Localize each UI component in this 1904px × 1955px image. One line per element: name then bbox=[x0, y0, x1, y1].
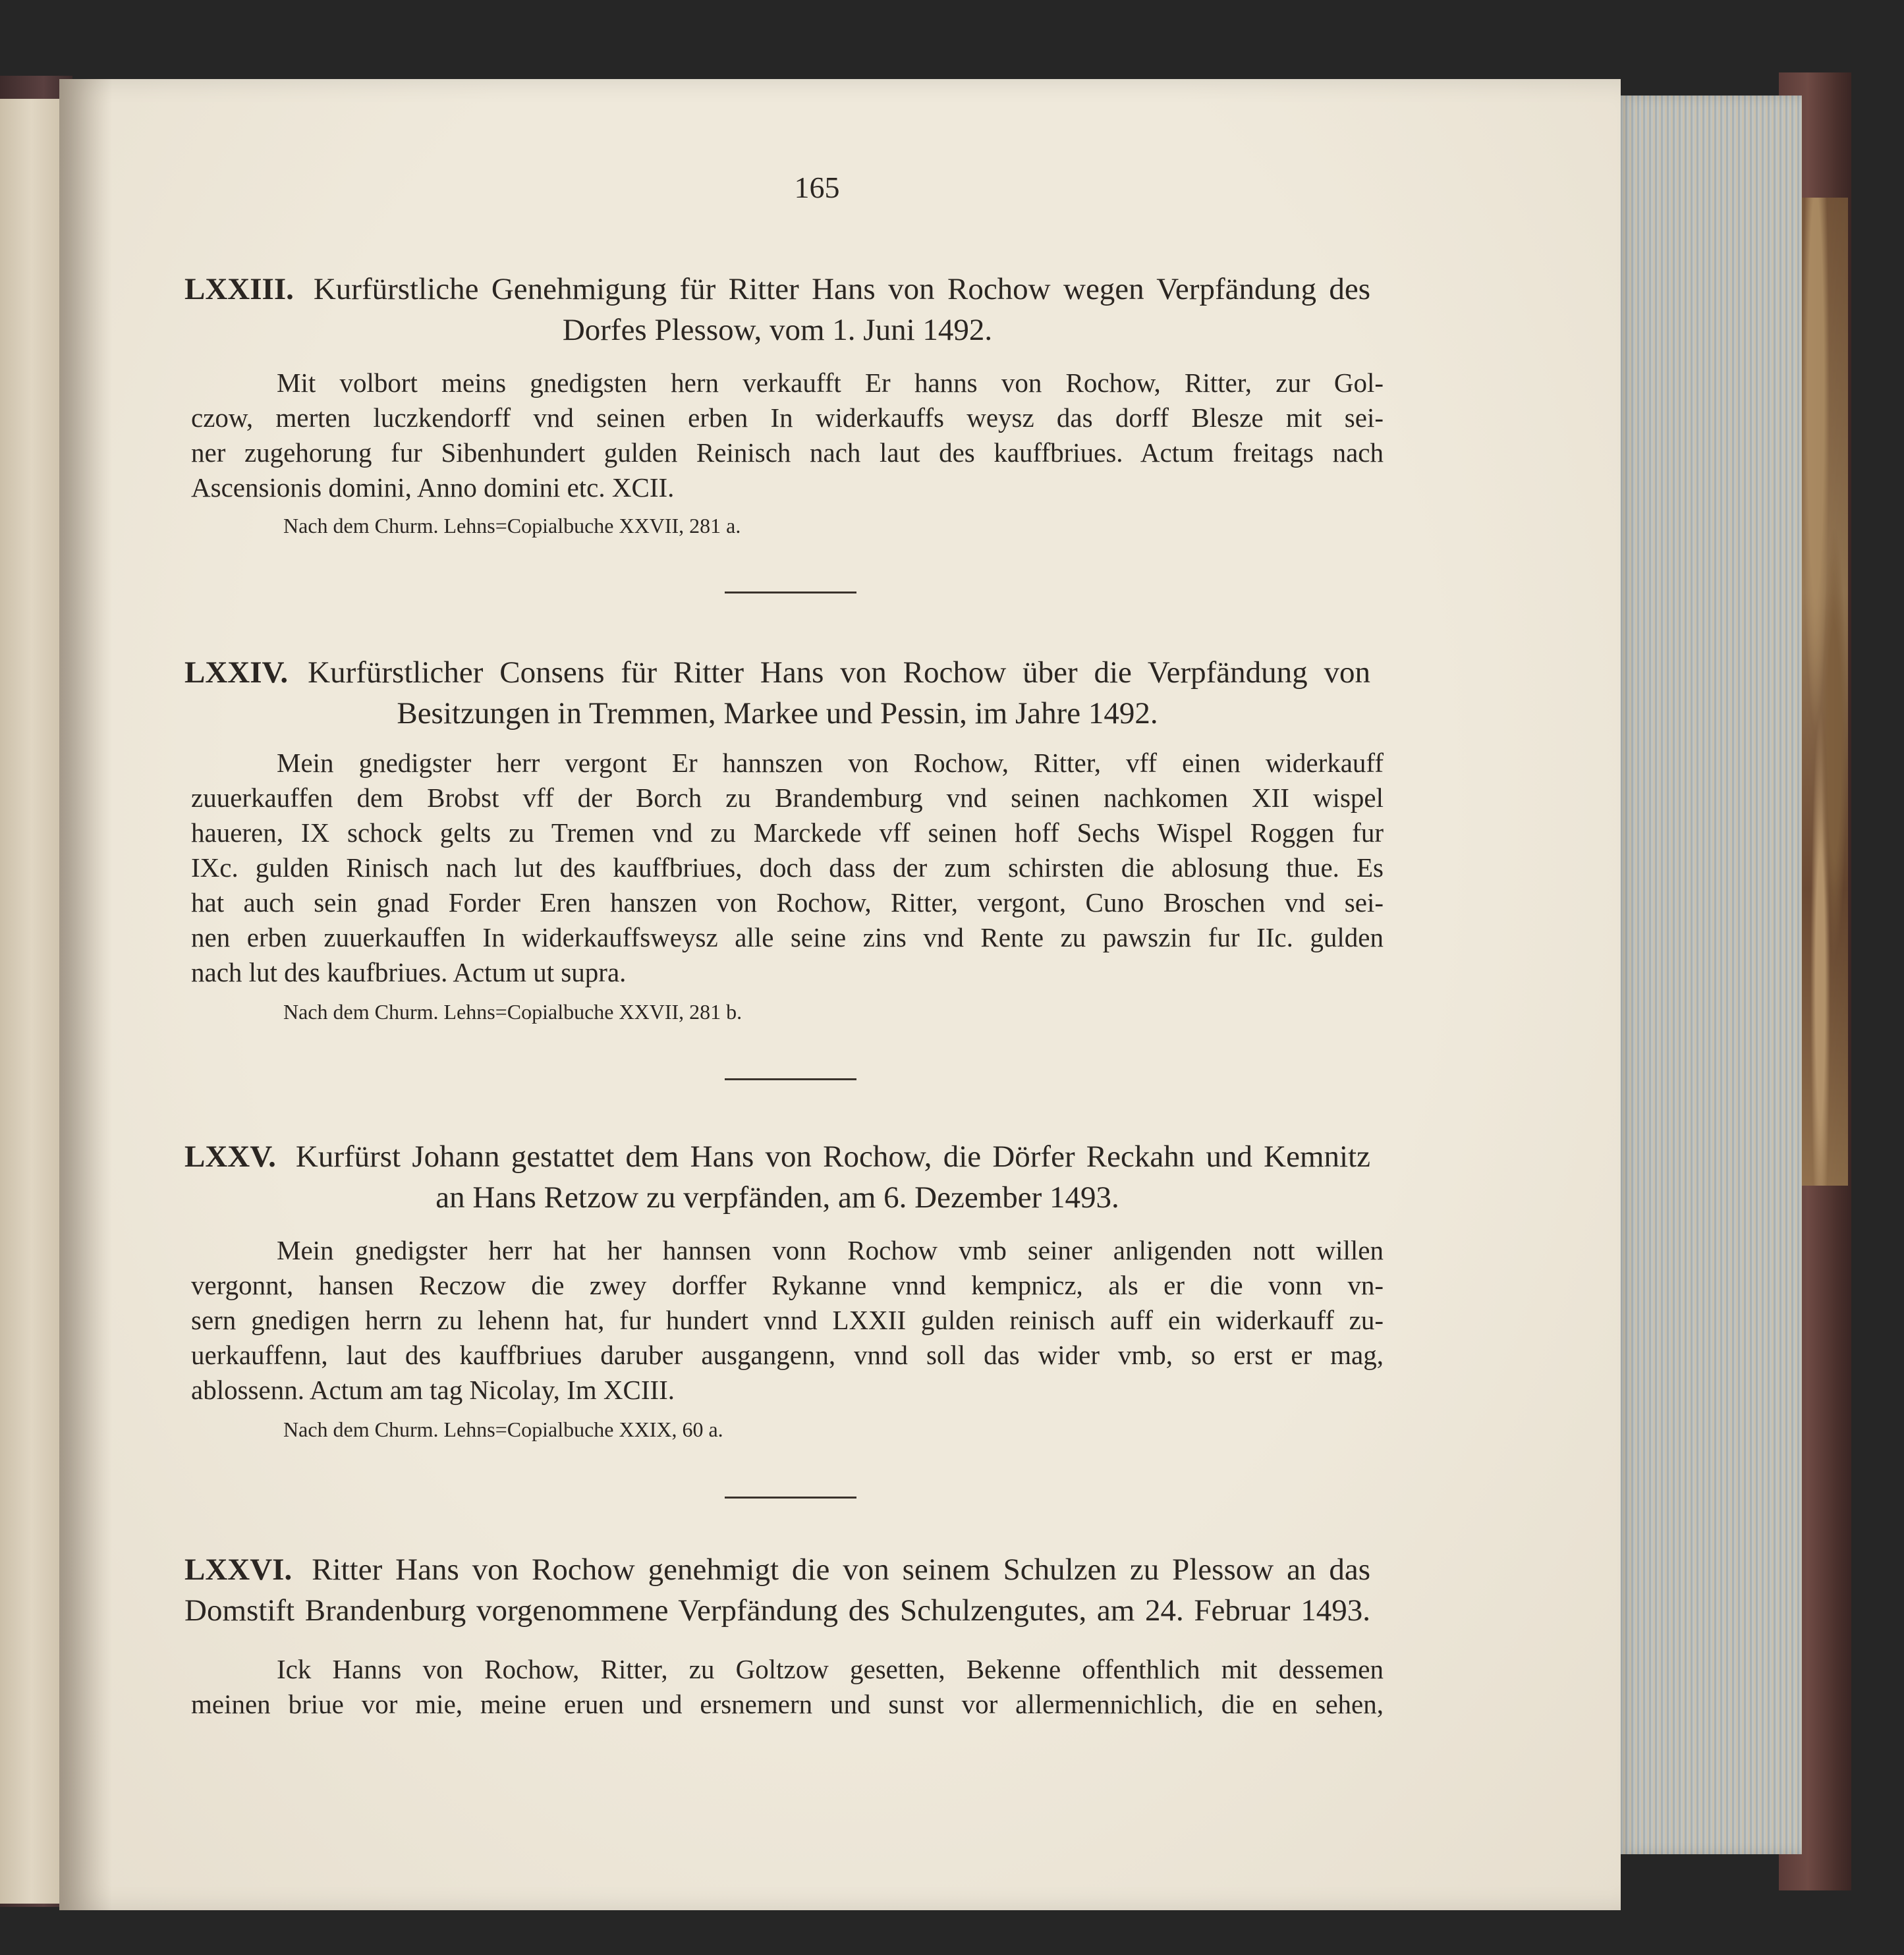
section-divider bbox=[725, 1078, 856, 1080]
document-number: LXXVI. bbox=[184, 1553, 293, 1587]
section-divider bbox=[725, 592, 856, 593]
book-page bbox=[59, 79, 1621, 1910]
body-line: meinen briue vor mie, meine eruen und ersnemern und sunst vor allermennichlich, die en sehen, bbox=[191, 1689, 1384, 1719]
body-line: nen erben zuuerkauffen In widerkauffsweysz alle seine zins vnd Rente zu pawszin fur IIc. gulden bbox=[191, 922, 1384, 952]
body-line: Mein gnedigster herr vergont Er hannszen von Rochow, Ritter, vff einen widerkauff bbox=[277, 748, 1384, 778]
left-page-edge bbox=[0, 99, 63, 1904]
section-heading-lxxiv bbox=[184, 652, 1370, 734]
heading-text: Kurfürst Johann gestattet dem Hans von Rochow, die Dörfer Reckahn und Kemnitz bbox=[295, 1140, 1370, 1174]
body-line: zuuerkauffen dem Brobst vff der Borch zu Brandemburg vnd seinen nachkomen XII wispel bbox=[191, 783, 1384, 813]
heading-text: Kurfürstliche Genehmigung für Ritter Hans von Rochow wegen Verpfändung des bbox=[313, 272, 1370, 306]
heading-text-continued: an Hans Retzow zu verpfänden, am 6. Dezember 1493. bbox=[435, 1180, 1119, 1215]
section-heading-lxxiii bbox=[184, 269, 1370, 350]
body-line: czow, merten luczkendorff vnd seinen erben In widerkauffs weysz das dorff Blesze mit sei- bbox=[191, 402, 1384, 433]
body-line: nach lut des kaufbriues. Actum ut supra. bbox=[191, 957, 627, 987]
body-line: Ick Hanns von Rochow, Ritter, zu Goltzow gesetten, Bekenne offenthlich mit dessemen bbox=[277, 1654, 1384, 1684]
body-line: ablossenn. Actum am tag Nicolay, Im XCIII. bbox=[191, 1375, 675, 1405]
document-body-lxxvi bbox=[191, 1652, 1384, 1722]
section-divider bbox=[725, 1497, 856, 1499]
source-citation: Nach dem Churm. Lehns=Copialbuche XXVII, 281 a. bbox=[283, 514, 741, 537]
heading-text: Kurfürstlicher Consens für Ritter Hans von Rochow über die Verpfändung von bbox=[308, 655, 1370, 690]
page-number: 165 bbox=[794, 171, 840, 204]
marbled-endpaper bbox=[1802, 198, 1848, 1186]
document-body-lxxv bbox=[191, 1233, 1384, 1408]
body-line: hat auch sein gnad Forder Eren hanszen von Rochow, Ritter, vergont, Cuno Broschen vnd sei- bbox=[191, 887, 1384, 918]
heading-text: Ritter Hans von Rochow genehmigt die von seinem Schulzen zu Plessow an das bbox=[312, 1553, 1370, 1587]
document-number: LXXIV. bbox=[184, 655, 289, 690]
body-line: haueren, IX schock gelts zu Tremen vnd zu Marckede vff seinen hoff Sechs Wispel Roggen fur bbox=[191, 817, 1384, 848]
body-line: IXc. gulden Rinisch nach lut des kauffbriues, doch dass der zum schirsten die ablosung thue. Es bbox=[191, 852, 1384, 883]
body-line: sern gnedigen herrn zu lehenn hat, fur hundert vnnd LXXII gulden reinisch auff ein widerkauff zu- bbox=[191, 1305, 1384, 1335]
source-citation: Nach dem Churm. Lehns=Copialbuche XXVII, 281 b. bbox=[283, 1000, 742, 1024]
document-number: LXXV. bbox=[184, 1140, 276, 1174]
section-heading-lxxvi bbox=[184, 1549, 1370, 1631]
document-body-lxxiv bbox=[191, 746, 1384, 990]
body-line: uerkauffenn, laut des kauffbriues daruber ausgangenn, vnnd soll das wider vmb, so erst er mag, bbox=[191, 1340, 1384, 1370]
document-number: LXXIII. bbox=[184, 272, 294, 306]
body-line: Ascensionis domini, Anno domini etc. XCII. bbox=[191, 472, 675, 503]
body-line: vergonnt, hansen Reczow die zwey dorffer Rykanne vnnd kempnicz, als er die vonn vn- bbox=[191, 1270, 1384, 1300]
heading-text-continued: Domstift Brandenburg vorgenommene Verpfändung des Schulzengutes, am 24. Februar 1493. bbox=[184, 1593, 1370, 1628]
section-heading-lxxv bbox=[184, 1136, 1370, 1218]
document-body-lxxiii bbox=[191, 366, 1384, 505]
body-line: Mit volbort meins gnedigsten hern verkaufft Er hanns von Rochow, Ritter, zur Gol- bbox=[277, 368, 1384, 398]
source-citation: Nach dem Churm. Lehns=Copialbuche XXIX, 60 a. bbox=[283, 1418, 723, 1441]
page-stack-edges bbox=[1617, 96, 1802, 1854]
heading-text-continued: Besitzungen in Tremmen, Markee und Pessin, im Jahre 1492. bbox=[397, 696, 1158, 730]
spine-shadow bbox=[59, 79, 112, 1910]
heading-text-continued: Dorfes Plessow, vom 1. Juni 1492. bbox=[562, 313, 993, 347]
body-line: ner zugehorung fur Sibenhundert gulden Reinisch nach laut des kauffbriues. Actum freitags nach bbox=[191, 437, 1384, 468]
body-line: Mein gnedigster herr hat her hannsen vonn Rochow vmb seiner anligenden nott willen bbox=[277, 1235, 1384, 1265]
